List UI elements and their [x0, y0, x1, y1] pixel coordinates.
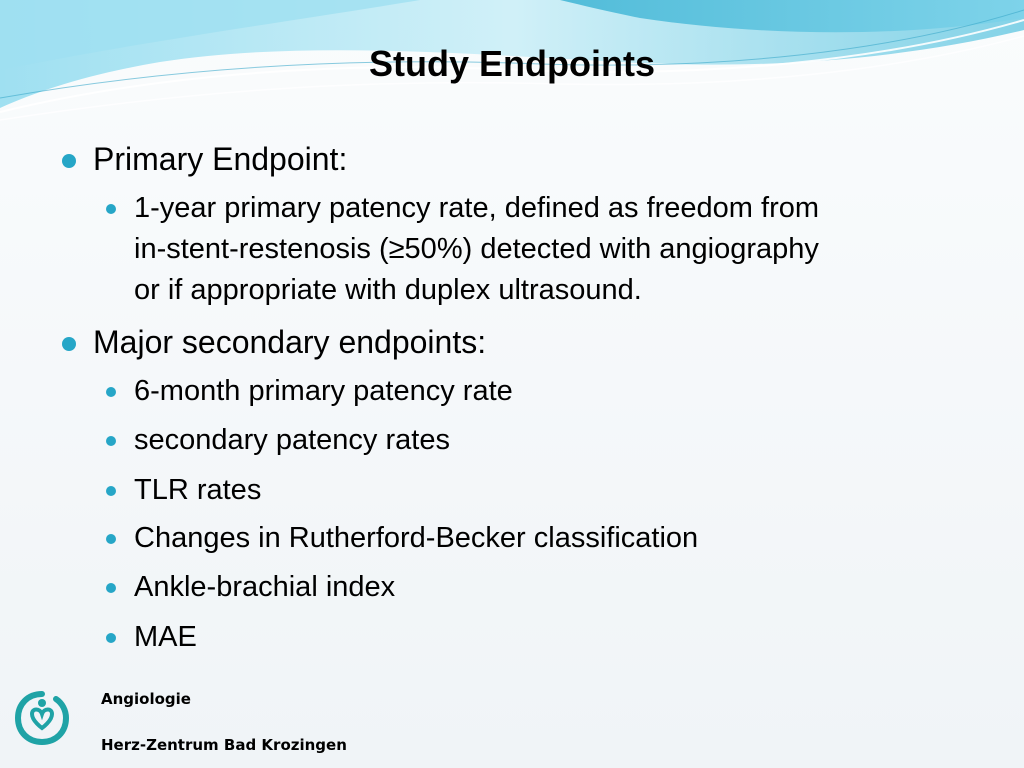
footer-institution: Herz-Zentrum Bad Krozingen — [101, 736, 347, 754]
bullet-icon — [106, 583, 116, 593]
bullet-icon — [106, 633, 116, 643]
heart-center-logo-icon — [12, 688, 72, 748]
bullet-icon — [62, 154, 76, 168]
bullet-icon — [106, 436, 116, 446]
slide: Study Endpoints Primary Endpoint: 1-year primary patency rate, defined as freedom from in-stent-restenosis (≥50%) detected with angiography or if appropriate with duplex ultrasound. Major secondary endpoints: 6-month primary patency rate secondary patency rates TLR rates Changes in Rutherford-Becker classification Ankle-brachial index MAE Angiologie Herz-Zentrum Bad Krozingen — [0, 0, 1024, 768]
primary-item-line-1: 1-year primary patency rate, defined as freedom from — [134, 192, 820, 224]
bullet-icon — [106, 204, 116, 214]
primary-item-line-3: or if appropriate with duplex ultrasound. — [134, 274, 642, 306]
bullet-icon — [106, 387, 116, 397]
primary-item-line-2: in-stent-restenosis (≥50%) detected with angiography — [134, 233, 819, 265]
bullet-icon — [62, 337, 76, 351]
bullet-icon — [106, 486, 116, 496]
slide-title: Study Endpoints — [369, 43, 655, 84]
bullet-icon — [106, 534, 116, 544]
footer-department: Angiologie — [101, 690, 191, 708]
